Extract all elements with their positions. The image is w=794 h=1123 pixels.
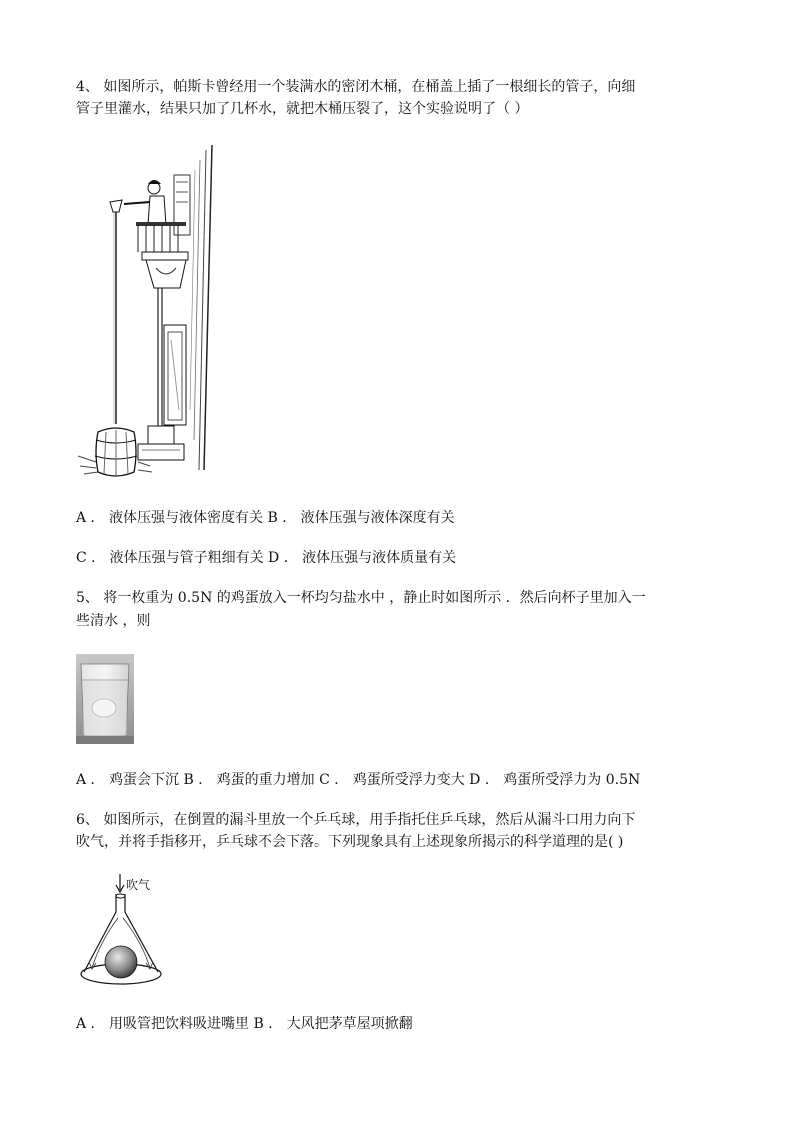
- q5-text-line1: 5、 将一枚重为 0.5N 的鸡蛋放入一杯均匀盐水中 ，静止时如图所示 ．然后向杯子里加入一: [76, 590, 646, 606]
- q5-options: A ． 鸡蛋会下沉 B ． 鸡蛋的重力增加 C ． 鸡蛋所受浮力变大 D ． 鸡蛋所受浮力为 0.5N: [76, 772, 641, 788]
- egg-in-saltwater-photo: [76, 654, 134, 744]
- q5-text-line2: 些清水 ，则: [76, 613, 151, 629]
- funnel-pingpong-figure: [78, 872, 188, 992]
- blow-air-label: 吹气: [126, 878, 151, 892]
- q4-options-ab: A ． 液体压强与液体密度有关 B ． 液体压强与液体深度有关: [76, 510, 455, 526]
- q6-text-line2: 吹气，并将手指移开，乒乓球不会下落。下列现象具有上述现象所揭示的科学道理的是( ): [76, 834, 624, 850]
- pascal-barrel-figure: [76, 140, 226, 480]
- q6-options: A ． 用吸管把饮料吸进嘴里 B ． 大风把茅草屋项掀翻: [76, 1016, 413, 1032]
- q6-text-line1: 6、 如图所示，在倒置的漏斗里放一个乒乓球，用手指托住乒乓球，然后从漏斗口用力向下: [76, 812, 636, 828]
- q4-options-cd: C ． 液体压强与管子粗细有关 D ． 液体压强与液体质量有关: [76, 550, 457, 566]
- q4-text-line1: 4、 如图所示，帕斯卡曾经用一个装满水的密闭木桶，在桶盖上插了一根细长的管子，向细: [76, 79, 636, 95]
- q4-text-line2: 管子里灌水，结果只加了几杯水，就把木桶压裂了，这个实验说明了（ ）: [76, 101, 529, 117]
